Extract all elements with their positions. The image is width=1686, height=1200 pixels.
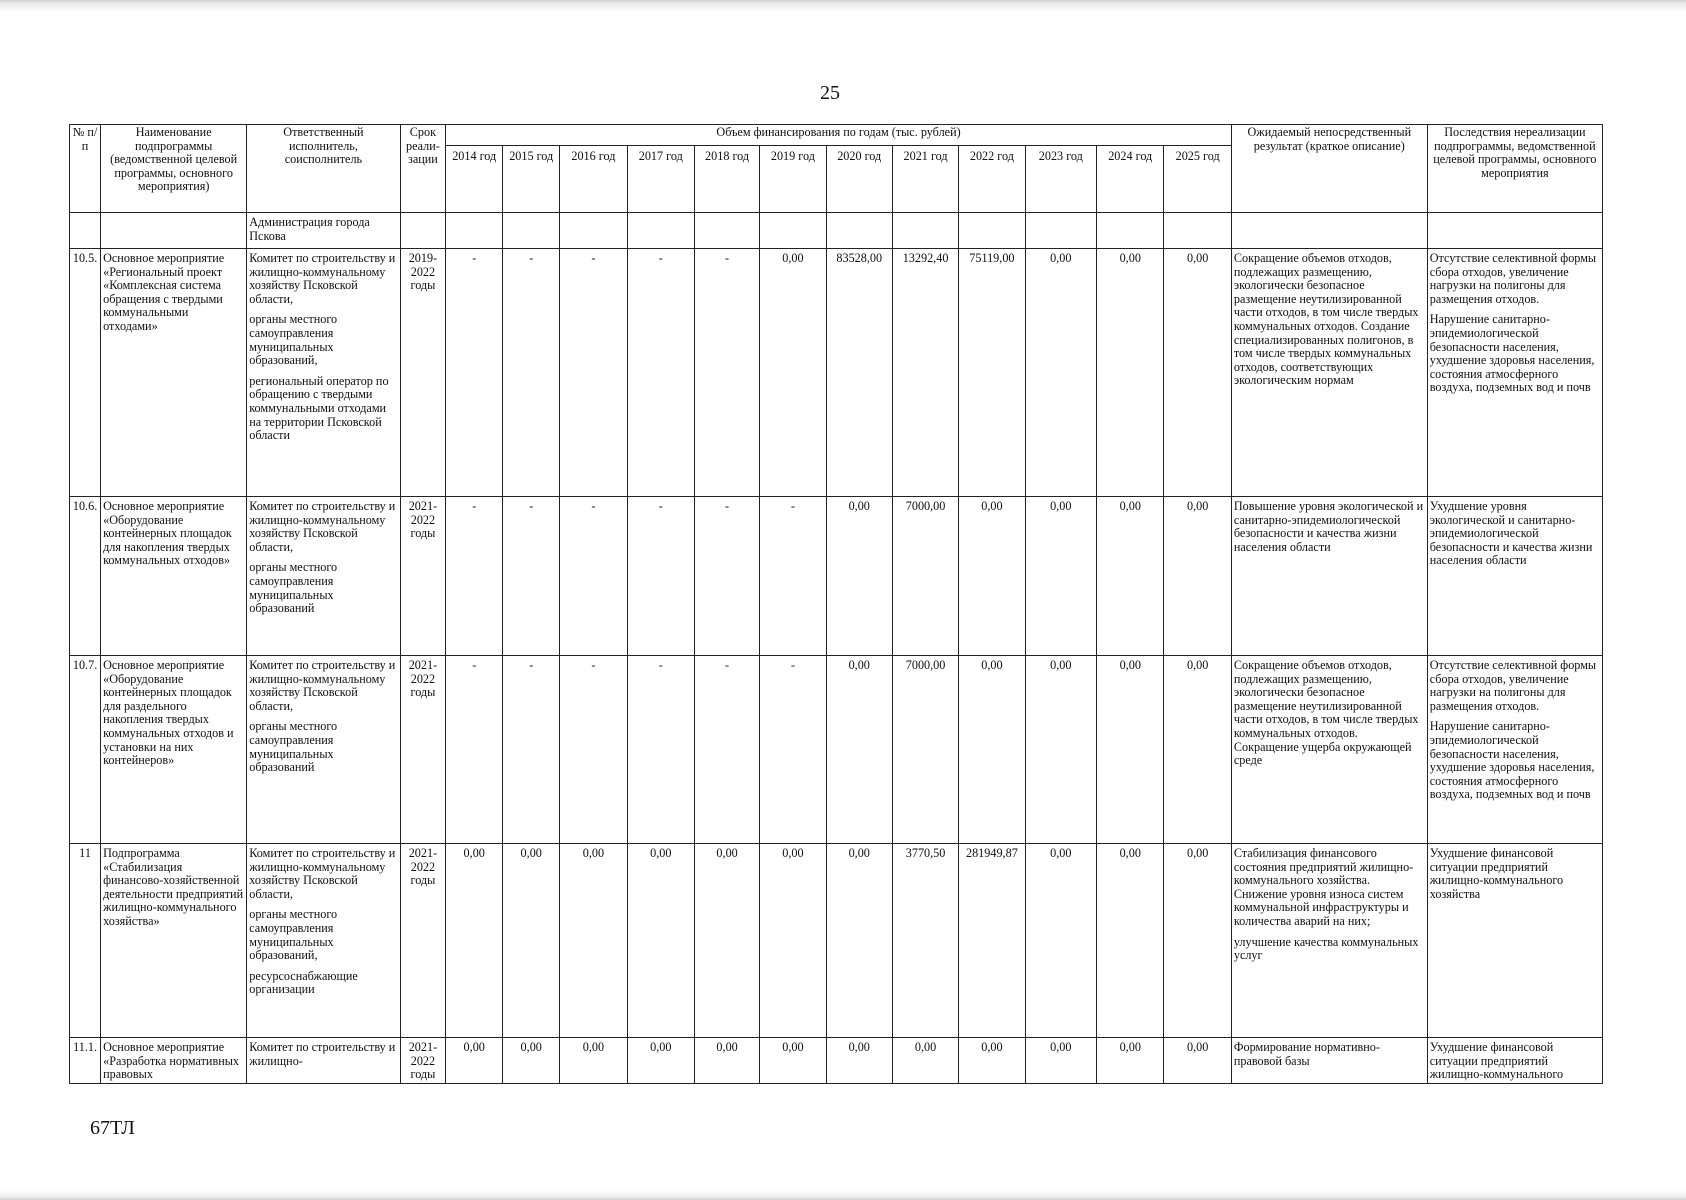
row-value: 0,00: [1164, 249, 1231, 497]
consequence-line: Отсутствие селективной формы сбора отходов, увеличение нагрузки на полигоны для размещения отходов.: [1429, 251, 1597, 306]
executor-line: Комитет по строительству и жилищно-коммунальному хозяйству Псковской области,: [249, 499, 396, 554]
executor-line: органы местного самоуправления муниципальных образований,: [249, 312, 338, 368]
row-value: [503, 213, 560, 249]
consequence-line: Отсутствие селективной формы сбора отходов, увеличение нагрузки на полигоны для размещения отходов.: [1429, 658, 1597, 713]
executor-line: органы местного самоуправления муниципальных образований: [249, 560, 338, 616]
row-value: -: [503, 656, 560, 844]
header-consequences: Последствия нереализации подпрограммы, ведомственной целевой программы, основного мероприятия: [1427, 125, 1602, 213]
row-value: -: [627, 249, 694, 497]
result-line: Повышение уровня экологической и санитарно-эпидемиологической безопасности и качества жизни населения области: [1233, 499, 1424, 554]
row-value: 0,00: [1097, 844, 1164, 1038]
row-num: 11.1.: [70, 1038, 101, 1084]
executor-line: органы местного самоуправления муниципальных образований,: [249, 907, 338, 963]
row-num: 10.6.: [70, 497, 101, 656]
header-year: 2017 год: [627, 146, 694, 213]
header-name: Наименование подпрограммы (ведомственной целевой программы, основного мероприятия): [101, 125, 247, 213]
row-executor: [247, 213, 400, 249]
row-result: [1231, 844, 1427, 1038]
row-value: -: [560, 497, 627, 656]
executor-line: Комитет по строительству и жилищно-коммунальному хозяйству Псковской области,: [249, 846, 396, 901]
table-row: [70, 249, 1603, 497]
result-line: улучшение качества коммунальных услуг: [1233, 934, 1419, 963]
row-value: -: [694, 249, 759, 497]
row-value: [1164, 213, 1231, 249]
row-value: [826, 213, 892, 249]
table-row: [70, 656, 1603, 844]
row-value: 0,00: [959, 656, 1025, 844]
row-num: 10.5.: [70, 249, 101, 497]
table-header: [70, 125, 1603, 213]
row-consequences: [1427, 1038, 1602, 1084]
header-year: 2022 год: [959, 146, 1025, 213]
row-value: -: [446, 497, 503, 656]
row-term: 2021-2022 годы: [400, 497, 446, 656]
row-value: 0,00: [1164, 844, 1231, 1038]
row-term: 2021-2022 годы: [400, 656, 446, 844]
row-value: 0,00: [1097, 1038, 1164, 1084]
row-value: [892, 213, 958, 249]
row-value: 0,00: [826, 656, 892, 844]
table-row: [70, 844, 1603, 1038]
consequence-line: Ухудшение финансовой ситуации предприятий жилищно-коммунального: [1429, 1040, 1564, 1082]
row-value: 0,00: [627, 844, 694, 1038]
row-executor: [247, 249, 400, 497]
row-value: 7000,00: [892, 497, 958, 656]
row-result: [1231, 249, 1427, 497]
executor-line: Комитет по строительству и жилищно-: [249, 1040, 396, 1068]
row-value: -: [627, 656, 694, 844]
row-term: 2019-2022 годы: [400, 249, 446, 497]
row-value: 0,00: [503, 844, 560, 1038]
row-value: 0,00: [560, 1038, 627, 1084]
row-value: -: [446, 249, 503, 497]
row-executor: [247, 844, 400, 1038]
table-row: [70, 497, 1603, 656]
row-value: 0,00: [959, 1038, 1025, 1084]
row-value: 0,00: [760, 844, 826, 1038]
row-value: 7000,00: [892, 656, 958, 844]
header-year: 2020 год: [826, 146, 892, 213]
row-name: [101, 213, 247, 249]
row-value: 0,00: [826, 1038, 892, 1084]
row-value: 3770,50: [892, 844, 958, 1038]
row-value: 0,00: [694, 844, 759, 1038]
row-value: 0,00: [1025, 497, 1097, 656]
row-value: -: [694, 497, 759, 656]
row-term: 2021-2022 годы: [400, 844, 446, 1038]
row-value: -: [560, 656, 627, 844]
row-value: [694, 213, 759, 249]
result-line: Стабилизация финансового состояния предприятий жилищно-коммунального хозяйства. Снижение уровня износа систем коммунальной инфраструктуры и количества аварий на них;: [1233, 846, 1414, 928]
scan-edge-bottom: [0, 1190, 1686, 1200]
executor-line: региональный оператор по обращению с твердыми коммунальными отходами на территории Псковской области: [249, 373, 389, 443]
row-value: 0,00: [1097, 656, 1164, 844]
row-value: 0,00: [760, 1038, 826, 1084]
footer-code: 67ТЛ: [90, 1117, 135, 1139]
scan-edge-top: [0, 0, 1686, 12]
row-consequences: [1427, 656, 1602, 844]
header-year: 2025 год: [1164, 146, 1231, 213]
row-value: -: [627, 497, 694, 656]
table-body: [70, 213, 1603, 1084]
header-year: 2023 год: [1025, 146, 1097, 213]
row-value: 0,00: [1025, 1038, 1097, 1084]
row-executor: [247, 656, 400, 844]
row-name: Основное мероприятие «Оборудование контейнерных площадок для накопления твердых коммунальных отходов»: [101, 497, 247, 656]
row-name: Подпрограмма «Стабилизация финансово-хозяйственной деятельности предприятий жилищно-коммунального хозяйства»: [101, 844, 247, 1038]
table-row: [70, 213, 1603, 249]
table-row: [70, 1038, 1603, 1084]
executor-line: Комитет по строительству и жилищно-коммунальному хозяйству Псковской области,: [249, 251, 396, 306]
row-value: [627, 213, 694, 249]
row-value: -: [760, 656, 826, 844]
page-number: 25: [820, 82, 840, 104]
row-value: 0,00: [1164, 656, 1231, 844]
row-value: [1025, 213, 1097, 249]
header-term: Срок реали-зации: [400, 125, 446, 213]
row-result: [1231, 497, 1427, 656]
row-result: [1231, 1038, 1427, 1084]
row-value: 0,00: [1097, 249, 1164, 497]
row-name: Основное мероприятие «Региональный проект «Комплексная система обращения с твердыми коммунальными отходами»: [101, 249, 247, 497]
executor-line: органы местного самоуправления муниципальных образований: [249, 719, 338, 775]
row-value: 0,00: [1164, 1038, 1231, 1084]
row-executor: [247, 497, 400, 656]
row-value: 0,00: [503, 1038, 560, 1084]
header-executor: Ответственный исполнитель, соисполнитель: [247, 125, 400, 213]
header-year: 2018 год: [694, 146, 759, 213]
row-consequences: [1427, 213, 1602, 249]
row-term: [400, 213, 446, 249]
row-value: 0,00: [760, 249, 826, 497]
row-term: 2021-2022 годы: [400, 1038, 446, 1084]
header-year: 2014 год: [446, 146, 503, 213]
row-value: 0,00: [446, 1038, 503, 1084]
financing-table: [69, 124, 1603, 1084]
header-year: 2024 год: [1097, 146, 1164, 213]
row-value: [560, 213, 627, 249]
row-consequences: [1427, 844, 1602, 1038]
row-executor: [247, 1038, 400, 1084]
row-value: 0,00: [1025, 844, 1097, 1038]
row-value: 281949,87: [959, 844, 1025, 1038]
row-value: [760, 213, 826, 249]
header-year: 2019 год: [760, 146, 826, 213]
row-num: 11: [70, 844, 101, 1038]
row-value: 0,00: [1025, 656, 1097, 844]
header-result: Ожидаемый непосредственный результат (краткое описание): [1231, 125, 1427, 213]
row-result: [1231, 213, 1427, 249]
header-funding: Объем финансирования по годам (тыс. рублей): [446, 125, 1232, 146]
row-value: 0,00: [446, 844, 503, 1038]
row-value: -: [446, 656, 503, 844]
row-value: 0,00: [1164, 497, 1231, 656]
header-num: № п/п: [70, 125, 101, 213]
row-value: 0,00: [560, 844, 627, 1038]
consequence-line: Нарушение санитарно-эпидемиологической безопасности населения, ухудшение здоровья населения, состояния атмосферного воздуха, подземных вод и почв: [1429, 719, 1595, 802]
row-num: 10.7.: [70, 656, 101, 844]
consequence-line: Ухудшение уровня экологической и санитарно-эпидемиологической безопасности и качества жизни населения области: [1429, 499, 1593, 568]
executor-line: ресурсоснабжающие организации: [249, 968, 358, 997]
row-name: Основное мероприятие «Оборудование контейнерных площадок для раздельного накопления твердых коммунальных отходов и установки на них контейнеров»: [101, 656, 247, 844]
row-value: 0,00: [694, 1038, 759, 1084]
row-value: -: [503, 497, 560, 656]
executor-line: Администрация города Пскова: [249, 215, 370, 243]
header-year: 2016 год: [560, 146, 627, 213]
row-consequences: [1427, 249, 1602, 497]
row-value: -: [760, 497, 826, 656]
consequence-line: Ухудшение финансовой ситуации предприятий жилищно-коммунального хозяйства: [1429, 846, 1564, 901]
row-value: [446, 213, 503, 249]
header-year: 2015 год: [503, 146, 560, 213]
row-value: 75119,00: [959, 249, 1025, 497]
row-value: -: [694, 656, 759, 844]
row-value: 0,00: [1097, 497, 1164, 656]
row-result: [1231, 656, 1427, 844]
row-value: 0,00: [959, 497, 1025, 656]
row-name: Основное мероприятие «Разработка нормативных правовых: [101, 1038, 247, 1084]
row-consequences: [1427, 497, 1602, 656]
result-line: Сокращение объемов отходов, подлежащих размещению, экологически безопасное размещение неутилизированной части отходов, в том числе твердых коммунальных отходов. Сокращение ущерба окружающей среде: [1233, 658, 1419, 768]
row-value: -: [503, 249, 560, 497]
row-value: 83528,00: [826, 249, 892, 497]
row-num: [70, 213, 101, 249]
row-value: 13292,40: [892, 249, 958, 497]
row-value: 0,00: [627, 1038, 694, 1084]
result-line: Формирование нормативно-правовой базы: [1233, 1040, 1380, 1068]
row-value: [959, 213, 1025, 249]
row-value: 0,00: [826, 497, 892, 656]
row-value: 0,00: [826, 844, 892, 1038]
header-year: 2021 год: [892, 146, 958, 213]
row-value: [1097, 213, 1164, 249]
row-value: 0,00: [1025, 249, 1097, 497]
row-value: -: [560, 249, 627, 497]
row-value: 0,00: [892, 1038, 958, 1084]
result-line: Сокращение объемов отходов, подлежащих размещению, экологически безопасное размещение неутилизированной части отходов, в том числе твердых коммунальных отходов. Создание специализированных полигонов, в том числе твердых коммунальных отходов, соответствующих экологическим нормам: [1233, 251, 1419, 388]
consequence-line: Нарушение санитарно-эпидемиологической безопасности населения, ухудшение здоровья населения, состояния атмосферного воздуха, подземных вод и почв: [1429, 312, 1595, 395]
executor-line: Комитет по строительству и жилищно-коммунальному хозяйству Псковской области,: [249, 658, 396, 713]
